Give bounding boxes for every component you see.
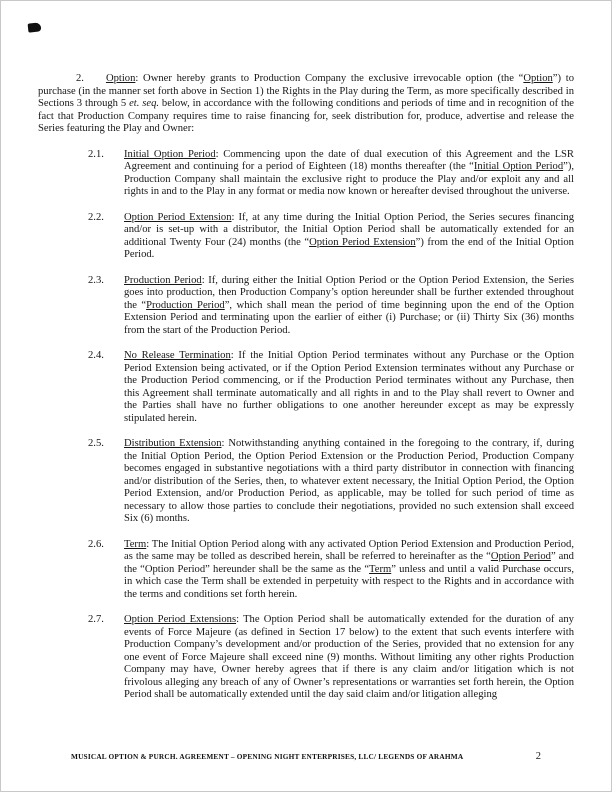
subsection-2-1 <box>88 149 574 199</box>
subsection-2-5 <box>88 438 574 526</box>
subsection-2-7-text: Option Period Extensions: The Option Period shall be automatically extended for the duration of any events of Force Majeure (as defined in Section 17 below) to the extent that such events interfere with Production Company’s development and/or production of the Series, provided that no extension for any one event of Force Majeure shall exceed nine (9) months. Without limiting any other rights Production Company may have, Owner hereby agrees that if there is any claim and/or litigation which is not frivolous alleging any breach of any of Owner’s representations or warranties set forth herein, the Option Period shall be automatically extended until the day said claim and/or litigation alleging <box>124 614 574 700</box>
section-2 <box>38 73 574 136</box>
subsection-2-4-text: No Release Termination: If the Initial Option Period terminates without any Purchase or the Option Period Extension being activated, or if the Option Period Extension terminates without any Purchase or the Production Period commencing, or if the Production Period terminates without any Purchase, then this Agreement shall terminate automatically and all rights in and to the Play shall revert to Owner and the Parties shall have no further obligations to one another hereunder except as may be expressly stipulated herein. <box>124 350 574 424</box>
document-content <box>38 73 574 715</box>
subsection-2-3 <box>88 275 574 338</box>
footer-title: MUSICAL OPTION & PURCH. AGREEMENT – OPENING NIGHT ENTERPRISES, LLC/ LEGENDS OF ARAHMA <box>71 751 464 761</box>
subsection-2-2 <box>88 212 574 262</box>
subsection-2-4-number: 2.4. <box>88 350 104 361</box>
subsection-2-5-number: 2.5. <box>88 438 104 449</box>
subsection-2-6-text: Term: The Initial Option Period along with any activated Option Period Extension and Production Period, as the same may be tolled as described herein, shall be referred to hereinafter as the “Option Period” and the “Option Period” hereunder shall be the same as the “Term” unless and until a valid Purchase occurs, in which case the Term shall be extended in perpetuity with respect to the Rights and in accordance with the terms and conditions set forth herein. <box>124 538 575 600</box>
scan-mark-artifact <box>28 22 42 32</box>
subsection-2-7 <box>88 614 574 702</box>
subsection-2-3-number: 2.3. <box>88 274 104 286</box>
subsection-2-5-text: Distribution Extension: Notwithstanding anything contained in the foregoing to the contrary, if, during the Initial Option Period, the Option Period Extension or the Production Period, Production Company becomes engaged in substantive negotiations with a third party distributor in connection with financing and/or distribution of the Series, then, to whatever extent necessary, the Initial Option Period, the Option Period Extension, and/or Production Period, as applicable, may be tolled for such period of time as necessary to allow those parties to conclude their negotiations, provided no such extension shall exceed Six (6) months. <box>124 438 574 524</box>
subsection-2-1-text: Initial Option Period: Commencing upon the date of dual execution of this Agreement and the LSR Agreement and continuing for a period of Eighteen (18) months thereafter (the “Initial Option Period”), Production Company shall maintain the exclusive right to produce the Play and/or exploit any and all rights in and to the Play in any format or media now known or hereafter devised throughout the universe. <box>124 148 575 197</box>
section-2-text: Option: Owner hereby grants to Production Company the exclusive irrevocable option (the “Option”) to purchase (in the manner set forth above in Section 1) the Rights in the Play during the Term, as more specifically described in Sections 3 through 5 et. seq. below, in accordance with the following conditions and periods of time and in recognition of the fact that Production Company requires time to raise financing for, seek distribution for, produce, advertise and release the Series featuring the Play and Owner: <box>38 73 574 134</box>
page-footer <box>71 751 541 763</box>
subsection-2-6-number: 2.6. <box>88 538 104 550</box>
page-number: 2 <box>535 750 541 762</box>
subsection-2-2-text: Option Period Extension: If, at any time during the Initial Option Period, the Series secures financing and/or is set-up with a distributor, the Initial Option Period shall be automatically extended for an additional Twenty Four (24) months (the “Option Period Extension”) from the end of the Initial Option Period. <box>124 211 574 260</box>
subsection-2-4 <box>88 350 574 425</box>
subsection-2-6 <box>88 539 574 602</box>
subsection-2-7-number: 2.7. <box>88 614 104 625</box>
subsection-2-2-number: 2.2. <box>88 211 104 223</box>
subsection-2-3-text: Production Period: If, during either the Initial Option Period or the Option Period Extension, the Series goes into production, then Production Company’s option hereunder shall be further extended throughout the “Production Period”, which shall mean the period of time beginning upon the end of the Option Extension Period and terminating upon the earlier of either (i) Purchase; or (ii) Thirty Six (36) months from the start of the Production Period. <box>124 274 574 336</box>
subsection-2-1-number: 2.1. <box>88 148 104 160</box>
section-2-number: 2. <box>76 73 84 84</box>
